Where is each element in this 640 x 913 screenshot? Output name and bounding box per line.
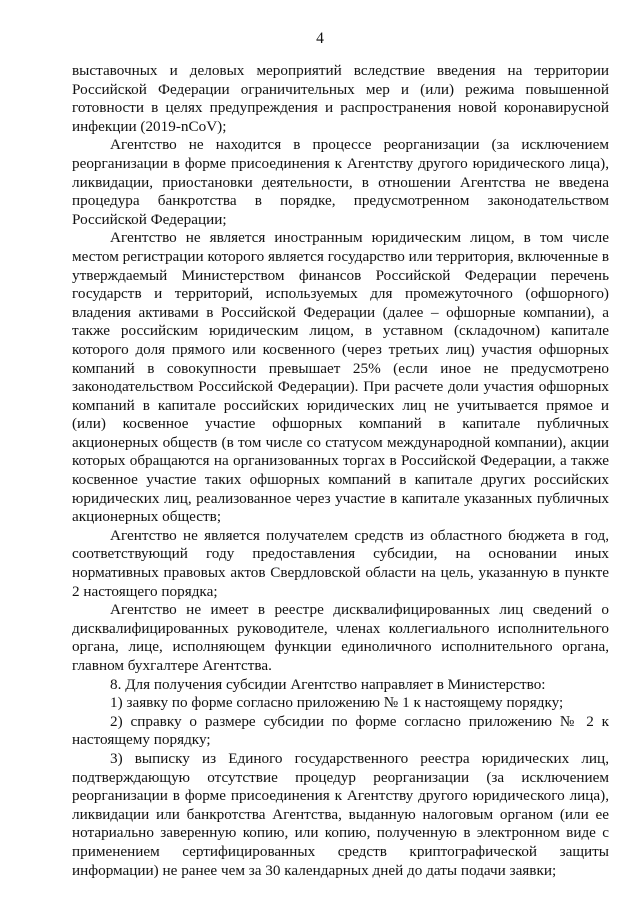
paragraph-reorganization: Агентство не находится в процессе реорганизации (за исключением реорганизации в форме присоединения к Агентству другого юридического лица), ликвидации, приостановки деятельности, в отношении Агентства не введена процедура банкротства в порядке, предусмотренном законодательством Российской Федерации; — [72, 136, 609, 228]
paragraph-disqualified: Агентство не имеет в реестре дисквалифицированных лиц сведений о дисквалифицированных руководителе, членах коллегиального исполнительного органа, лице, исполняющем функции единоличного исполнительного органа, главном бухгалтере Агентства. — [72, 601, 609, 674]
page-number: 4 — [316, 30, 324, 47]
list-item-1: 1) заявку по форме согласно приложению № 1 к настоящему порядку; — [110, 694, 564, 712]
paragraph-section-8: 8. Для получения субсидии Агентство направляет в Министерство: — [110, 675, 546, 693]
list-item-2: 2) справку о размере субсидии по форме согласно приложению № 2 к настоящему порядку; — [72, 712, 609, 749]
paragraph-offshore: Агентство не является иностранным юридическим лицом, в том числе местом регистрации которого является государство или территория, включенные в утверждаемый Министерством финансов Российской Федерации перечень государств и территорий, используемых для промежуточного (офшорного) владения активами в Российской Федерации (далее – офшорные компании), а также российским юридическим лицом, в уставном (складочном) капитале которого доля прямого или косвенного (через третьих лиц) участия офшорных компаний в совокупности превышает 25% (если иное не предусмотрено законодательством Российской Федерации). При расчете доли участия офшорных компаний в капитале российских юридических лиц не учитывается прямое и (или) косвенное участие офшорных компаний в капитале публичных акционерных обществ (в том числе со статусом международной компании), акции которых обращаются на организованных торгах в Российской Федерации, а также косвенное участие таких офшорных компаний в капитале других российских юридических лиц, реализованное через участие в капитале указанных публичных акционерных обществ; — [72, 229, 609, 526]
list-item-3: 3) выписку из Единого государственного реестра юридических лиц, подтверждающую отсутствие процедур реорганизации (за исключением реорганизации в форме присоединения к Агентству другого юридического лица), ликвидации или банкротства Агентства, выданную налоговым органом (или ее нотариально заверенную копию, или копию, полученную в электронном виде с применением сертифицированных средств криптографической защиты информации) не ранее чем за 30 календарных дней до даты подачи заявки; — [72, 749, 609, 879]
paragraph-budget: Агентство не является получателем средств из областного бюджета в год, соответствующий году предоставления субсидии, на основании иных нормативных правовых актов Свердловской области на цель, указанную в пункте 2 настоящего порядка; — [72, 526, 609, 600]
paragraph-continuation: выставочных и деловых мероприятий вследствие введения на территории Российской Федерации ограничительных мер и (или) режима повышенной готовности в целях предупреждения и распространения новой коронавирусной инфекции (2019-nCoV); — [72, 62, 609, 135]
document-body — [72, 62, 609, 880]
